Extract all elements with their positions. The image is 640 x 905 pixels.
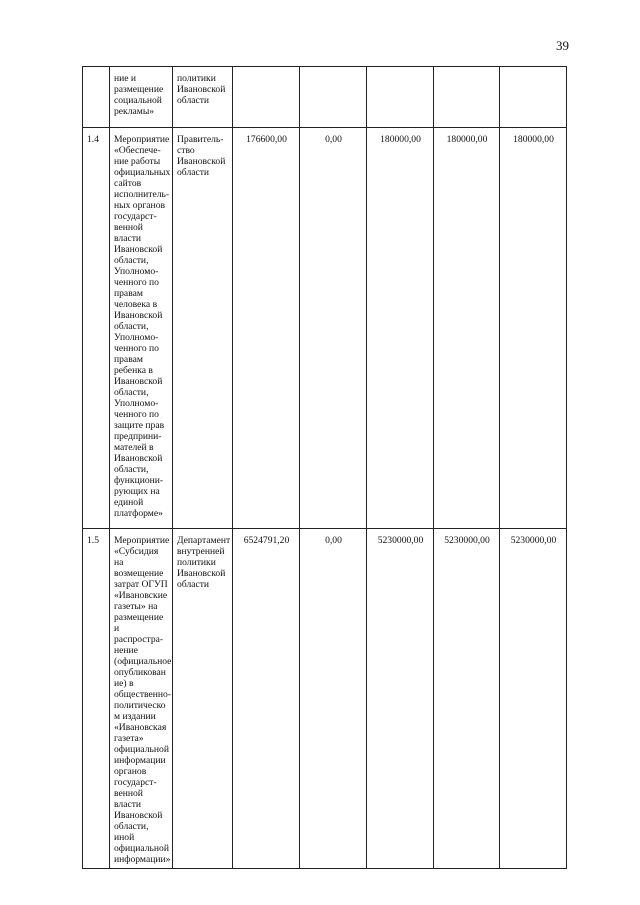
executor: Правитель- ство Ивановской области [173, 128, 233, 529]
measure-name: Мероприятие «Субсидия на возмещение затрат ОГУП «Ивановские газеты» на размещение и распростра- нение (официальное опубликован ие) в общественно- политическо м издании «Ивановская газета» официальной информации органов государст- венной власти Ивановской области, иной официальной информации» [110, 529, 173, 869]
value-cell: 180000,00 [367, 128, 434, 529]
value-cell: 176600,00 [233, 128, 300, 529]
measure-name: ние и размещение социальной рекламы» [110, 67, 173, 128]
value-cell: 0,00 [300, 128, 367, 529]
budget-table [82, 66, 567, 869]
table-row [83, 128, 567, 529]
page-number: 39 [556, 38, 569, 53]
value-cell [434, 67, 500, 128]
value-cell [233, 67, 300, 128]
executor: Департамент внутренней политики Ивановской области [173, 529, 233, 869]
value-cell: 5230000,00 [434, 529, 500, 869]
measure-name: Мероприятие «Обеспече- ние работы официальных сайтов исполнитель- ных органов государст- венной власти Ивановской области, Уполномо- ченного по правам человека в Ивановской области, Уполномо- ченного по правам ребенка в Ивановской области, Уполномо- ченного по защите прав предприни- мателей в Ивановской области, функциони- рующих на единой платформе» [110, 128, 173, 529]
value-cell: 5230000,00 [367, 529, 434, 869]
value-cell [367, 67, 434, 128]
value-cell: 5230000,00 [500, 529, 567, 869]
value-cell: 0,00 [300, 529, 367, 869]
row-number: 1.4 [83, 128, 110, 529]
table-row [83, 67, 567, 128]
row-number [83, 67, 110, 128]
value-cell: 6524791,20 [233, 529, 300, 869]
row-number: 1.5 [83, 529, 110, 869]
value-cell: 180000,00 [500, 128, 567, 529]
table-row [83, 529, 567, 869]
value-cell [300, 67, 367, 128]
value-cell [500, 67, 567, 128]
value-cell: 180000,00 [434, 128, 500, 529]
executor: политики Ивановской области [173, 67, 233, 128]
